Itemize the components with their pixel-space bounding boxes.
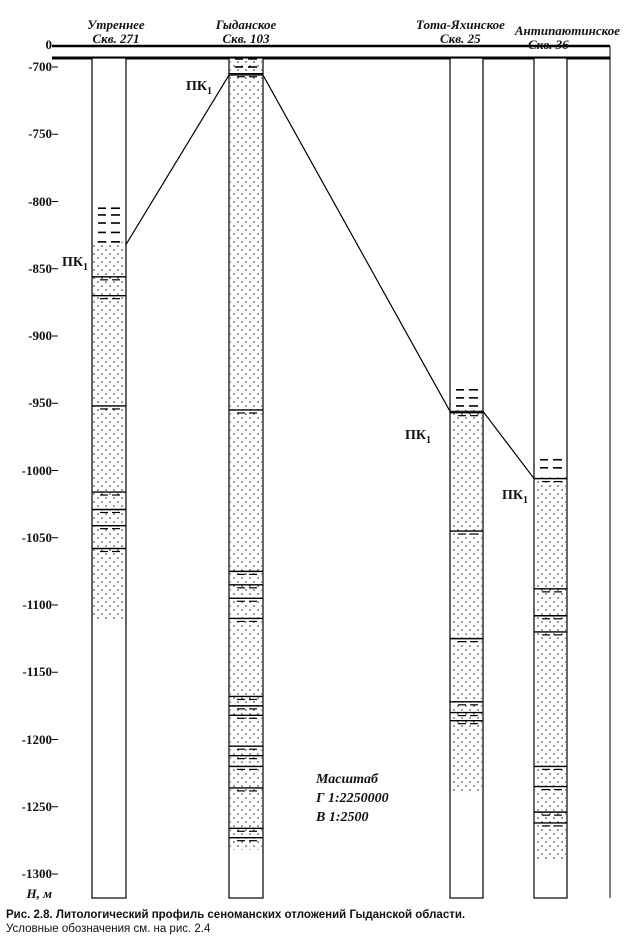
axis-tick-label: -900: [28, 328, 52, 343]
pk1-label-well-36: [502, 488, 528, 506]
area-name: Утреннее: [87, 17, 145, 32]
well-number: Скв. 271: [92, 31, 140, 46]
axis-tick-label: -1100: [22, 597, 52, 612]
pk1-correlation-line: [126, 75, 567, 479]
pk1-correlation-path: [126, 75, 567, 479]
axis-tick-label: -1300: [21, 866, 52, 881]
area-name: Антипаютинское: [514, 23, 620, 38]
axis-tick-label: -1200: [21, 731, 52, 747]
axis-ticks: [52, 67, 58, 874]
axis-tick-label: -700: [28, 59, 52, 74]
axis-tick-label: -850: [28, 260, 52, 276]
sandstone-interval: [230, 58, 262, 850]
well-header-antipayutinskoe: [490, 24, 620, 52]
well-column: [92, 58, 126, 898]
well-number: Скв. 36: [528, 37, 569, 52]
sandstone-interval: [93, 242, 125, 621]
well-number: Скв. 103: [222, 31, 270, 46]
well-header-utrennee: [46, 18, 186, 46]
caption-line-1: Рис. 2.8. Литологический профиль сеноманских отложений Гыданской области.: [6, 909, 466, 921]
axis-tick-label: -800: [28, 193, 52, 209]
scale-title: Масштаб: [316, 772, 379, 787]
axis-tick-label: -950: [28, 395, 52, 411]
figure-caption: [6, 908, 626, 936]
sandstone-interval: [451, 410, 482, 793]
pk-text: ПК: [502, 488, 524, 503]
caption-line-2: Условные обозначения см. на рис. 2.4: [6, 923, 211, 935]
pk-text: ПК: [405, 428, 427, 443]
sandstone-interval: [535, 477, 566, 860]
area-name: Гыданское: [215, 17, 277, 32]
well-number: Скв. 25: [440, 31, 481, 46]
pk-subscript: 1: [207, 85, 213, 97]
pk1-label-well-271: [62, 255, 88, 273]
pk-text: ПК: [186, 79, 208, 94]
scale-vertical: В 1:2500: [316, 810, 369, 825]
pk-subscript: 1: [83, 261, 89, 273]
well-header-gydanskoe: [176, 18, 316, 46]
axis-tick-label: -1250: [21, 798, 52, 814]
well-column: [450, 58, 483, 898]
well-column: [229, 58, 263, 898]
axis-tick-label: -1000: [21, 462, 52, 478]
pk1-label-well-103: [186, 79, 212, 97]
pk-subscript: 1: [523, 494, 529, 506]
pk1-label-well-25: [405, 428, 431, 446]
axis-unit-label: Н, м: [26, 886, 52, 901]
scale-legend: [316, 770, 389, 827]
axis-tick-label: -1050: [21, 529, 52, 545]
pk-subscript: 1: [426, 434, 432, 446]
scale-horizontal: Г 1:2250000: [316, 791, 389, 806]
axis-tick-label: -1150: [22, 664, 52, 680]
axis-zero-label: 0: [45, 37, 52, 52]
axis-tick-label: -750: [28, 126, 52, 142]
pk-text: ПК: [62, 255, 84, 270]
area-name: Тота-Яхинское: [416, 17, 505, 32]
